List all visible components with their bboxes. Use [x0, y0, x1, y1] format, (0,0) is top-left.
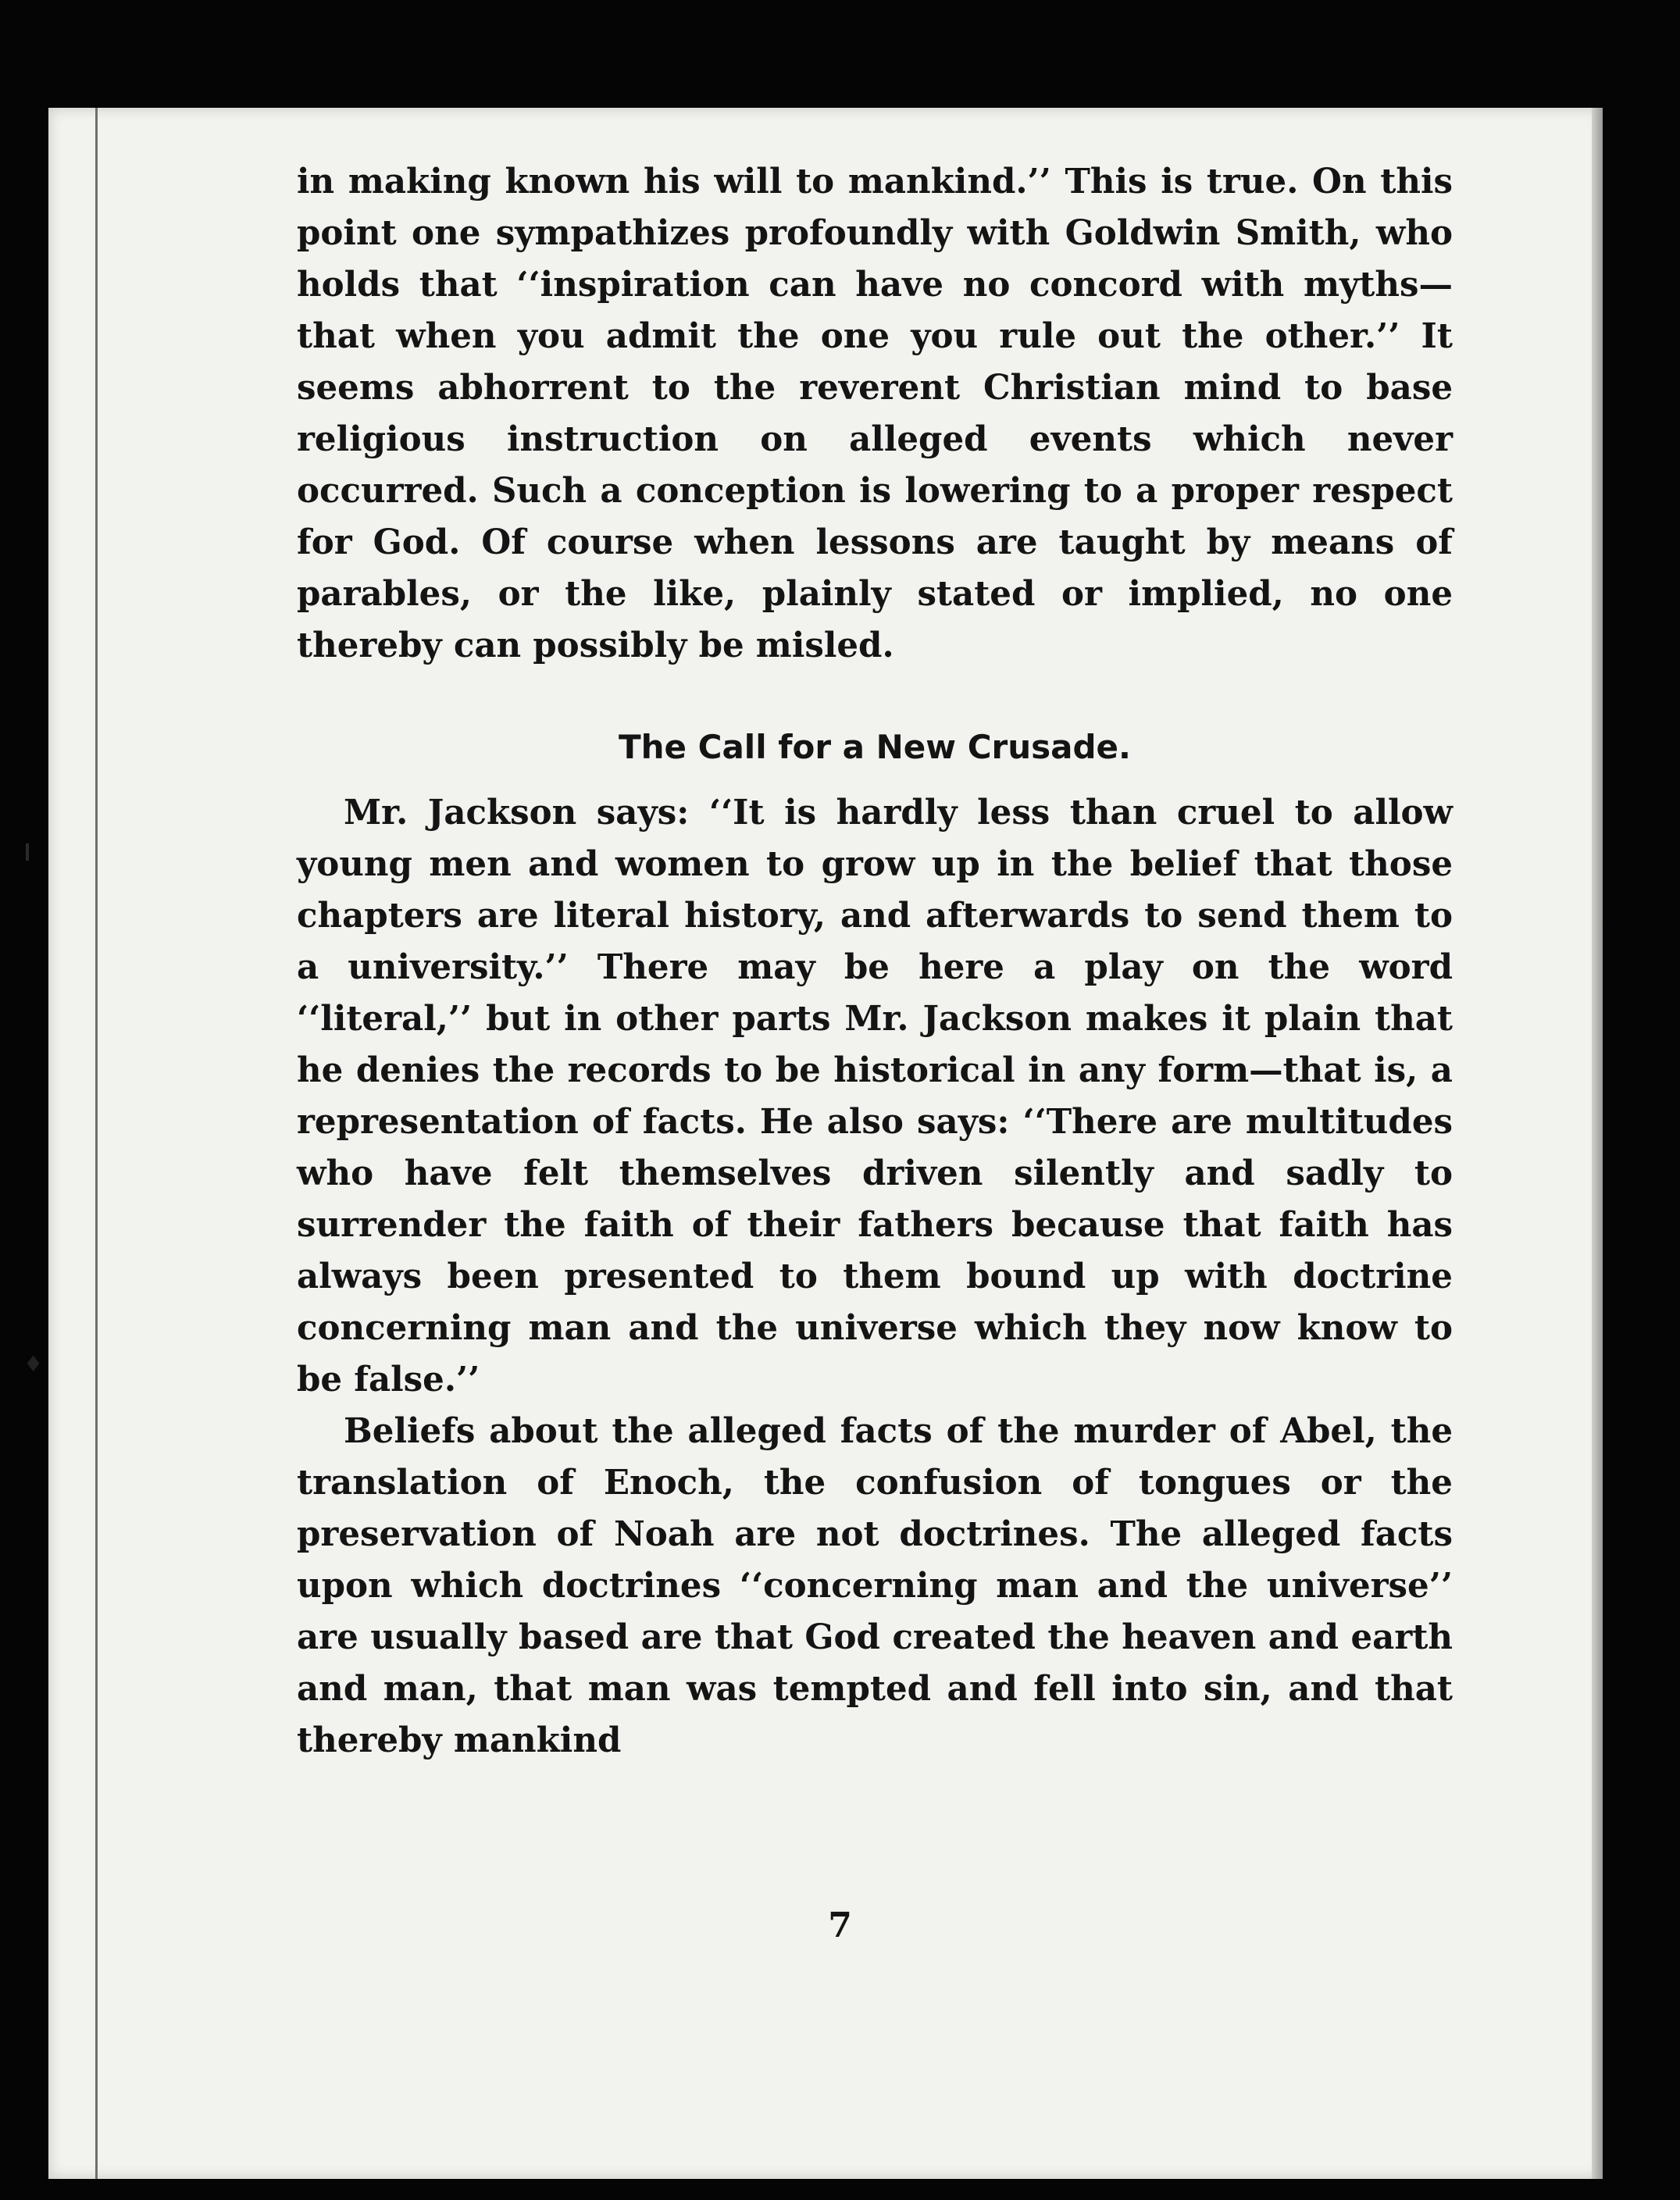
margin-arrow-icon: ♦ [23, 1351, 44, 1377]
paragraph: Mr. Jackson says: ‘‘It is hardly less than cruel to allow young men and women to grow up in the belief that those chapters are literal history, and afterwards to send them to a university.’’ There may be here a play on the word ‘‘literal,’’ but in other parts Mr. Jackson makes it plain that he denies the records to be historical in any form—that is, a representation of facts. He also says: ‘‘There are multitudes who have felt themselves driven silently and sadly to surrender the faith of their fathers because that faith has always been presented to them bound up with doctrine concerning man and the universe which they now know to be false.’’ [297, 793, 1453, 1400]
body-text [297, 156, 1453, 1767]
paragraph-continued: in making known his will to mankind.’’ This is true. On this point one sympathizes profoundly with Goldwin Smith, who holds that ‘‘inspiration can have no concord with myths—that when you admit the one you rule out the other.’’ It seems abhorrent to the reverent Christian mind to base religious instruction on alleged events which never occurred. Such a conception is lowering to a proper respect for God. Of course when lessons are taught by means of parables, or the like, plainly stated or implied, no one thereby can possibly be misled. [297, 162, 1453, 665]
section-heading: The Call for a New Crusade. [618, 728, 1131, 766]
page-edge [1592, 108, 1603, 2179]
paragraph: Beliefs about the alleged facts of the murder of Abel, the translation of Enoch, the confusion of tongues or the preservation of Noah are not doctrines. The alleged facts upon which doctrines ‘‘concerning man and the universe’’ are usually based are that God created the heaven and earth and man, that man was tempted and fell into sin, and that thereby mankind [297, 1411, 1453, 1760]
page-gutter-line [95, 108, 98, 2179]
margin-tick-mark [26, 843, 29, 861]
page-number: 7 [828, 1906, 852, 1945]
